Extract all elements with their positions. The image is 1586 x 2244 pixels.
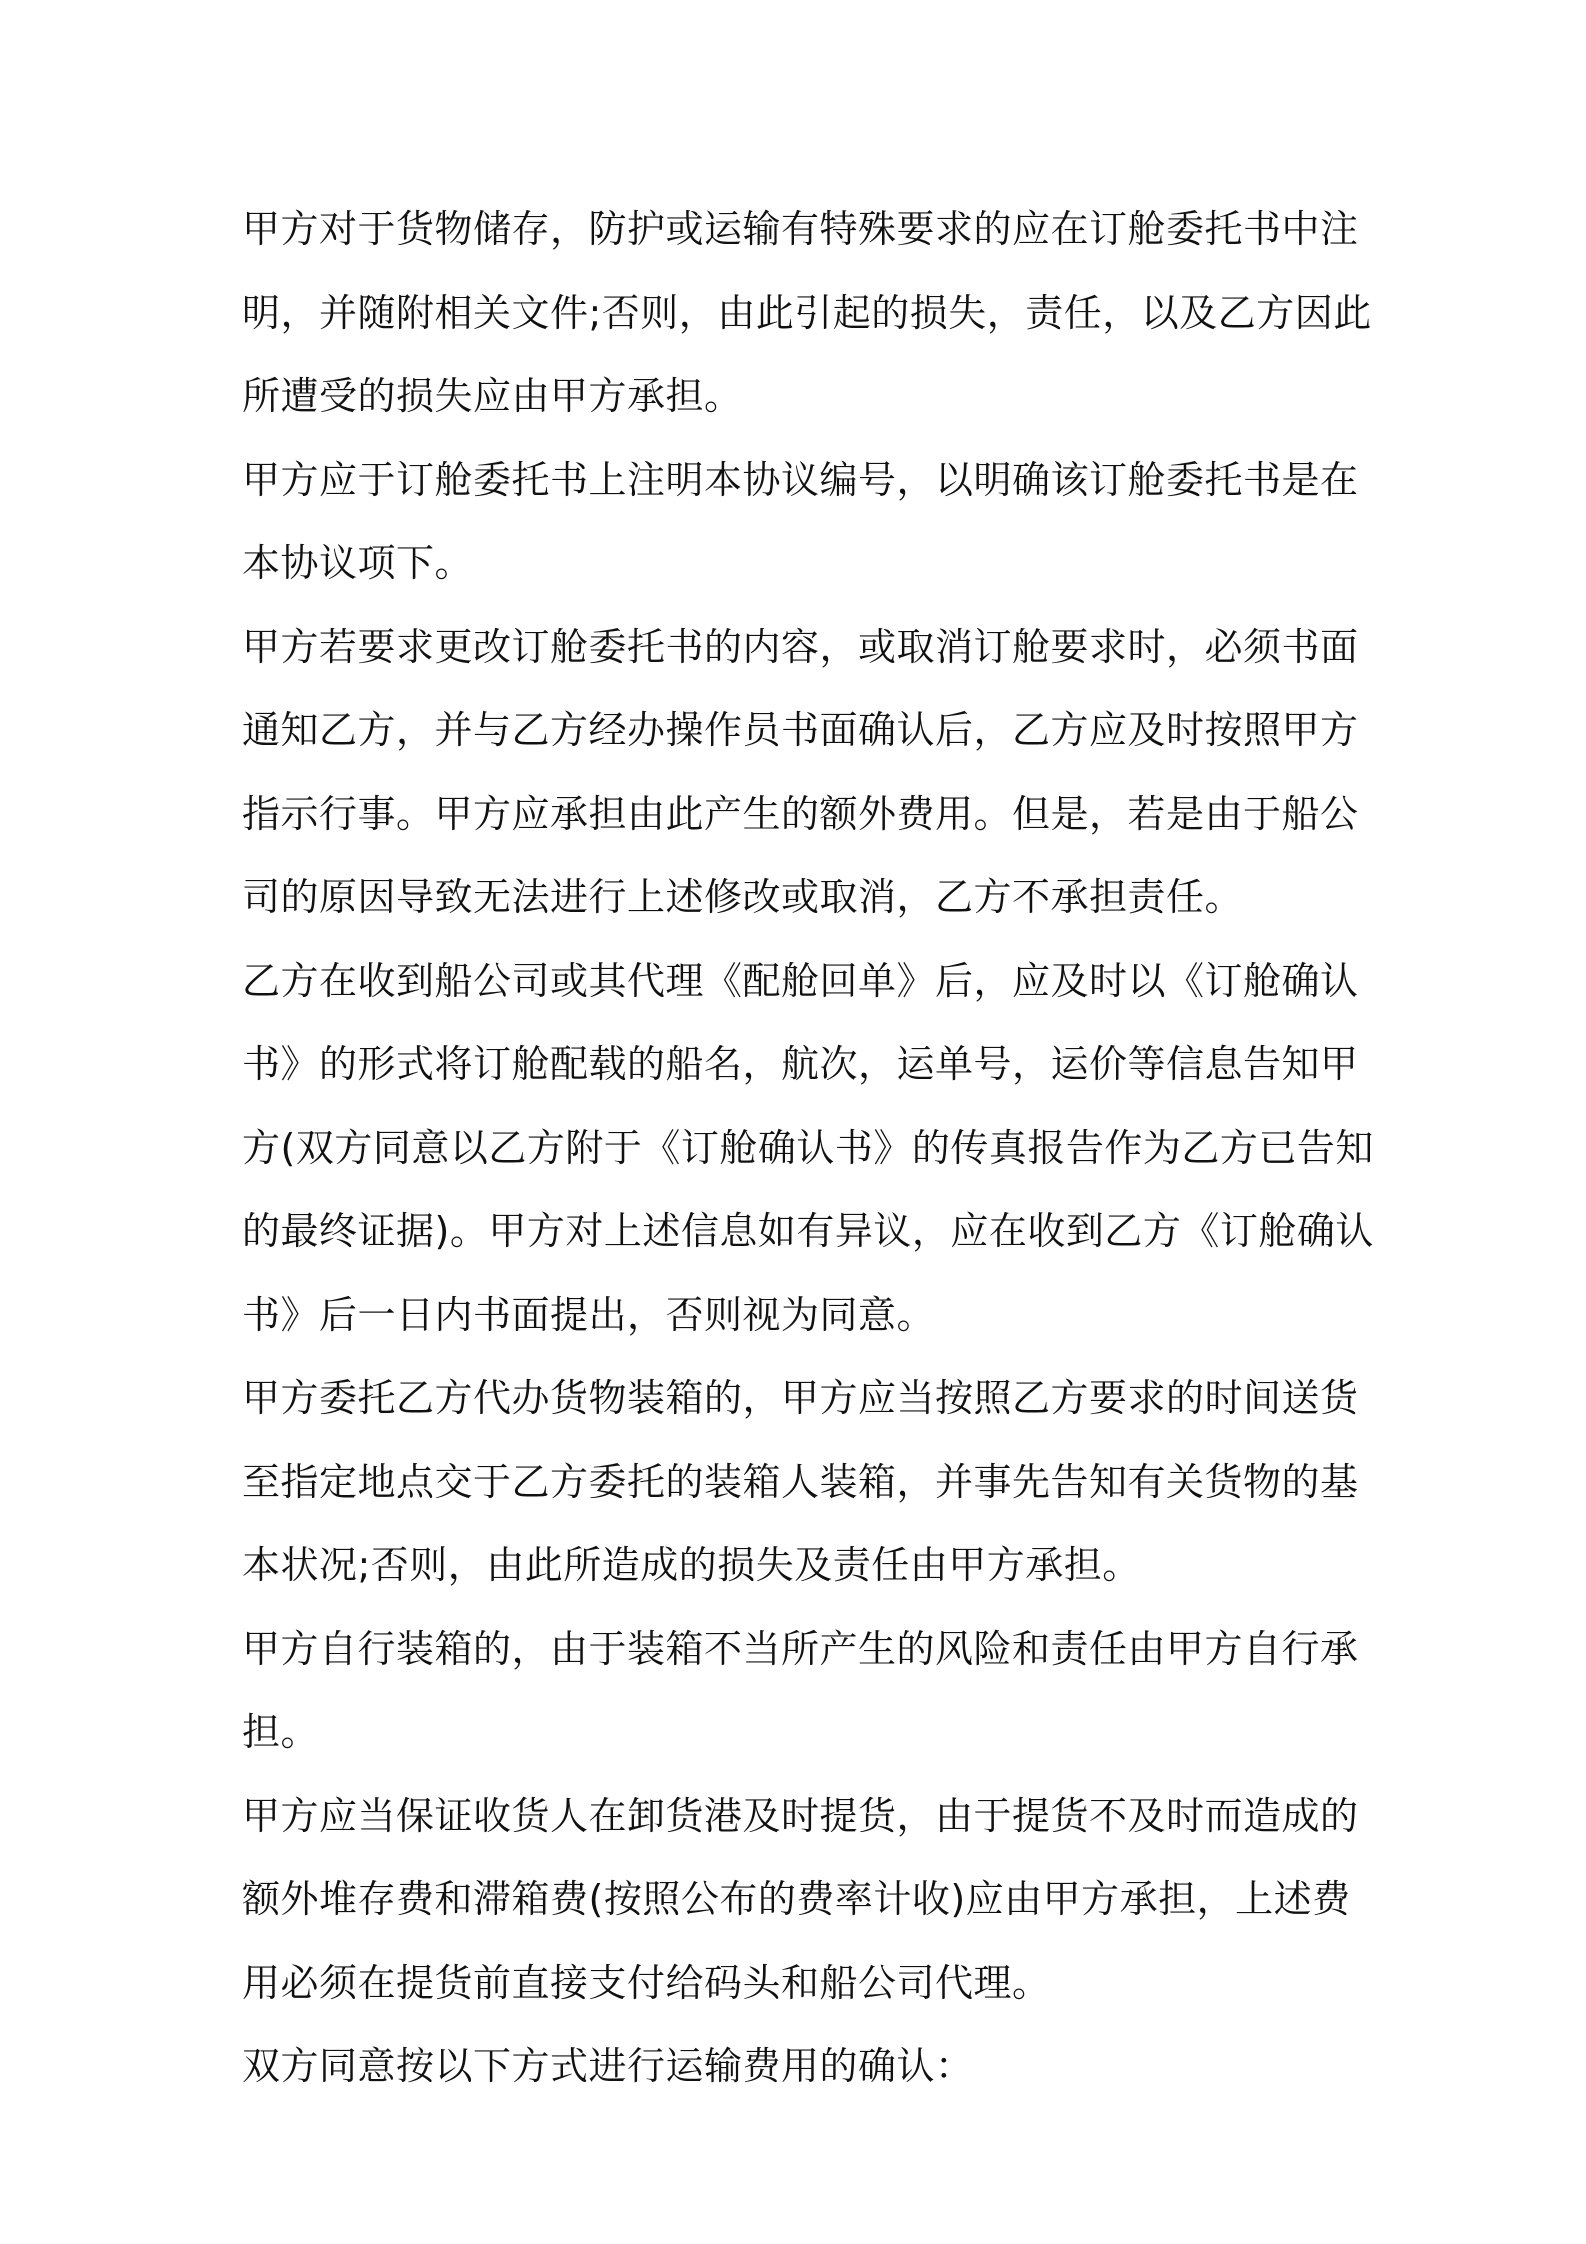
paragraph-fee-confirmation: 双方同意按以下方式进行运输费用的确认：: [242, 2044, 974, 2088]
paragraph-booking-confirmation: 乙方在收到船公司或其代理《配舱回单》后，应及时以《订舱确认书》的形式将订舱配载的船名，航次，运单号，运价等信息告知甲方(双方同意以乙方附于《订舱确认书》的传真报告作为乙方已告知的最终证据)。甲方对上述信息如有异议，应在收到乙方《订舱确认书》后一日内书面提出，否则视为同意。: [242, 958, 1374, 1337]
document-body: [242, 188, 1386, 2109]
paragraph-timely-pickup: 甲方应当保证收货人在卸货港及时提货，由于提货不及时而造成的额外堆存费和滞箱费(按照公布的费率计收)应由甲方承担，上述费用必须在提货前直接支付给码头和船公司代理。: [242, 1793, 1359, 2005]
paragraph-self-loading: 甲方自行装箱的，由于装箱不当所产生的风险和责任由甲方自行承担。: [242, 1626, 1359, 1754]
paragraph-special-storage-requirements: 甲方对于货物储存，防护或运输有特殊要求的应在订舱委托书中注明，并随附相关文件;否则，由此引起的损失，责任，以及乙方因此所遭受的损失应由甲方承担。: [242, 207, 1372, 418]
paragraph-booking-change: 甲方若要求更改订舱委托书的内容，或取消订舱要求时，必须书面通知乙方，并与乙方经办操作员书面确认后，乙方应及时按照甲方指示行事。甲方应承担由此产生的额外费用。但是，若是由于船公司的原因导致无法进行上述修改或取消，乙方不承担责任。: [242, 624, 1359, 919]
paragraph-agreement-number: 甲方应于订舱委托书上注明本协议编号，以明确该订舱委托书是在本协议项下。: [242, 457, 1359, 585]
paragraph-container-loading-by-agent: 甲方委托乙方代办货物装箱的，甲方应当按照乙方要求的时间送货至指定地点交于乙方委托的装箱人装箱，并事先告知有关货物的基本状况;否则，由此所造成的损失及责任由甲方承担。: [242, 1376, 1359, 1587]
